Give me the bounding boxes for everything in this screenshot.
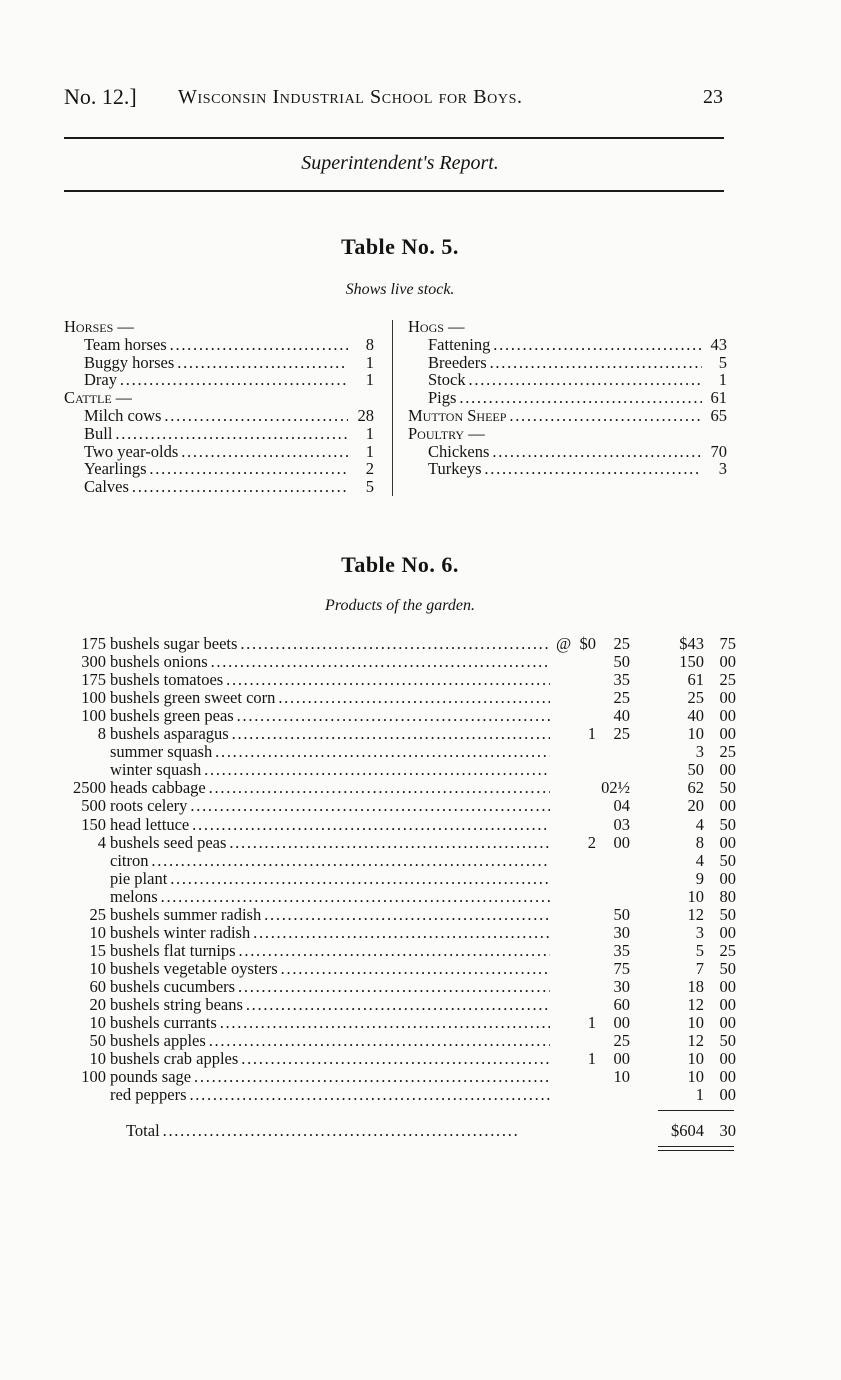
garden-price-cents: 35 [613, 940, 630, 960]
garden-value-cents: 50 [719, 850, 736, 870]
garden-item: citron . . . [110, 851, 550, 871]
garden-price-cents: 25 [613, 688, 630, 708]
garden-price-dollars: 1 [587, 1049, 596, 1069]
livestock-label: Team horses . . . [84, 335, 348, 355]
garden-value-dollars: 5 [695, 940, 704, 960]
livestock-label: Dray . . . [84, 370, 348, 390]
livestock-count: 70 [710, 441, 727, 461]
garden-item: bushels tomatoes . . . [110, 670, 550, 690]
garden-value-cents: 25 [719, 742, 736, 762]
garden-value-cents: 00 [719, 1013, 736, 1033]
garden-value-dollars: 10 [687, 724, 704, 744]
garden-value-cents: 25 [719, 670, 736, 690]
livestock-count: 5 [365, 477, 374, 497]
garden-value-cents: 00 [719, 1049, 736, 1069]
garden-item: heads cabbage . . . [110, 778, 550, 798]
garden-value-dollars: 10 [687, 1067, 704, 1087]
garden-value-cents: 00 [719, 922, 736, 942]
garden-value-dollars: 12 [687, 904, 704, 924]
garden-value-cents: 00 [719, 688, 736, 708]
garden-value-cents: 50 [719, 904, 736, 924]
header-issue-number: No. 12.] [64, 84, 137, 109]
garden-value-cents: 50 [719, 1031, 736, 1051]
garden-item: bushels onions . . . [110, 652, 550, 672]
garden-quantity: 50 [89, 1031, 106, 1051]
garden-value-dollars: 150 [679, 652, 704, 672]
livestock-count: 43 [710, 334, 727, 354]
garden-price-cents: 25 [613, 1031, 630, 1051]
garden-value-cents: 00 [719, 868, 736, 888]
garden-value-dollars: 20 [687, 796, 704, 816]
garden-item: bushels green sweet corn . . . [110, 688, 550, 708]
garden-quantity: 10 [89, 922, 106, 942]
garden-price-cents: 00 [613, 832, 630, 852]
livestock-count: 65 [710, 406, 727, 425]
livestock-label: Two year-olds . . . [84, 442, 348, 462]
livestock-count: 1 [718, 370, 727, 390]
garden-quantity: 15 [89, 940, 106, 960]
livestock-label: Buggy horses . . . [84, 353, 348, 373]
garden-quantity: 8 [97, 724, 106, 744]
garden-item: bushels apples . . . [110, 1031, 550, 1051]
garden-value-cents: 00 [719, 760, 736, 780]
garden-price-cents: 02½ [601, 778, 630, 798]
garden-price-cents: 25 [613, 724, 630, 744]
garden-item: roots celery . . . [110, 796, 550, 816]
livestock-count: 1 [365, 370, 374, 390]
section-subtitle: Superintendent's Report. [301, 152, 499, 174]
garden-item: head lettuce . . . [110, 815, 550, 835]
total-value-dollars: $604 [671, 1121, 704, 1140]
garden-item: bushels summer radish . . . [110, 905, 550, 925]
livestock-label: Pigs . . . [428, 388, 702, 408]
garden-item: summer squash . . . [110, 742, 550, 762]
garden-value-cents: 00 [719, 1085, 736, 1105]
garden-quantity: 175 [81, 670, 106, 690]
livestock-heading: Cattle — [64, 388, 133, 408]
garden-price-cents: 60 [613, 995, 630, 1014]
livestock-heading: Hogs — [408, 317, 465, 336]
garden-value-cents: 00 [719, 652, 736, 672]
garden-quantity: 500 [81, 796, 106, 816]
garden-value-dollars: 18 [687, 976, 704, 996]
garden-quantity: 100 [81, 706, 106, 726]
garden-value-dollars: 61 [687, 670, 704, 690]
garden-price-cents: 50 [613, 904, 630, 924]
garden-value-cents: 00 [719, 995, 736, 1014]
garden-price-cents: 40 [613, 706, 630, 726]
garden-item: bushels sugar beets . . . [110, 634, 550, 654]
garden-value-cents: 50 [719, 814, 736, 834]
table5-title: Table No. 5. [341, 234, 459, 259]
garden-value-dollars: 10 [687, 1013, 704, 1033]
livestock-label: Fattening . . . [428, 335, 702, 355]
garden-quantity: 100 [81, 1067, 106, 1087]
garden-item: bushels string beans . . . [110, 995, 550, 1015]
livestock-label: Turkeys . . . [428, 459, 702, 479]
garden-item: bushels asparagus . . . [110, 724, 550, 744]
garden-quantity: 300 [81, 652, 106, 672]
livestock-count: 2 [365, 459, 374, 479]
garden-quantity: 175 [81, 634, 106, 653]
garden-value-dollars: 3 [695, 922, 704, 942]
garden-quantity: 10 [89, 958, 106, 978]
livestock-heading: Horses — [64, 317, 134, 336]
garden-quantity: 25 [89, 904, 106, 924]
garden-value-dollars: 40 [687, 706, 704, 726]
garden-quantity: 2500 [73, 778, 106, 798]
garden-quantity: 150 [81, 814, 106, 834]
garden-quantity: 100 [81, 688, 106, 708]
garden-quantity: 20 [89, 995, 106, 1014]
garden-value-cents: 00 [719, 796, 736, 816]
garden-price-dollars: 1 [587, 1013, 596, 1033]
garden-price-cents: 10 [613, 1067, 630, 1087]
garden-item: bushels crab apples . . . [110, 1049, 550, 1069]
garden-price-cents: 50 [613, 652, 630, 672]
table6-title: Table No. 6. [341, 552, 459, 577]
total-rule-top [658, 1110, 734, 1111]
garden-item: bushels seed peas . . . [110, 833, 550, 853]
garden-item: bushels winter radish . . . [110, 923, 550, 943]
page-number: 23 [703, 86, 723, 108]
total-value-cents: 30 [719, 1121, 736, 1140]
garden-value-cents: 80 [719, 886, 736, 906]
garden-value-dollars: 9 [695, 868, 704, 888]
livestock-label: Breeders . . . [428, 353, 702, 373]
garden-value-dollars: 8 [695, 832, 704, 852]
garden-price-cents: 00 [613, 1013, 630, 1033]
garden-item: bushels flat turnips . . . [110, 941, 550, 961]
garden-price-dollars: 1 [587, 724, 596, 744]
garden-price-cents: 30 [613, 922, 630, 942]
garden-value-dollars: 4 [695, 814, 704, 834]
garden-item: melons . . . [110, 887, 550, 907]
garden-quantity: 10 [89, 1049, 106, 1069]
garden-value-dollars: 4 [695, 850, 704, 870]
garden-value-cents: 00 [719, 976, 736, 996]
garden-price-cents: 04 [613, 796, 630, 816]
header-rule-top [64, 137, 724, 139]
garden-value-cents: 50 [719, 778, 736, 798]
garden-value-dollars: 7 [695, 958, 704, 978]
garden-price-cents: 75 [613, 958, 630, 978]
livestock-count: 3 [718, 459, 727, 479]
table5-subtitle: Shows live stock. [345, 281, 455, 298]
livestock-count: 5 [718, 352, 727, 372]
garden-value-cents: 00 [719, 706, 736, 726]
garden-value-dollars: 3 [695, 742, 704, 762]
garden-quantity: 4 [97, 832, 106, 852]
garden-price-cents: 35 [613, 670, 630, 690]
garden-item: bushels cucumbers . . . [110, 977, 550, 997]
garden-item: pounds sage . . . [110, 1067, 550, 1087]
livestock-label: Yearlings . . . [84, 459, 348, 479]
garden-price-cents: 25 [613, 634, 630, 653]
garden-price-cents: 30 [613, 976, 630, 996]
livestock-label: Bull . . . [84, 424, 348, 444]
garden-value-cents: 00 [719, 832, 736, 852]
garden-quantity: 10 [89, 1013, 106, 1033]
livestock-label: Calves . . . [84, 477, 348, 497]
livestock-label: Stock . . . [428, 370, 702, 390]
garden-value-cents: 50 [719, 958, 736, 978]
garden-value-dollars: $43 [679, 634, 704, 653]
garden-price-dollars: 2 [587, 832, 596, 852]
header-rule-bottom [64, 190, 724, 192]
garden-item: winter squash . . . [110, 760, 550, 780]
garden-price-cents: 00 [613, 1049, 630, 1069]
total-double-rule-2 [658, 1150, 734, 1151]
table6-subtitle: Products of the garden. [325, 597, 475, 614]
garden-value-cents: 00 [719, 724, 736, 744]
livestock-heading: Poultry — [408, 423, 485, 443]
livestock-label: Chickens . . . [428, 442, 702, 462]
livestock-label: Mutton Sheep . . . [408, 406, 702, 426]
garden-value-dollars: 10 [687, 886, 704, 906]
livestock-count: 1 [365, 352, 374, 372]
garden-quantity: 60 [89, 976, 106, 996]
livestock-count: 61 [710, 388, 727, 408]
garden-value-dollars: 62 [687, 778, 704, 798]
header-publication-title: Wisconsin Industrial School for Boys. [178, 86, 523, 108]
garden-value-cents: 75 [719, 634, 736, 653]
total-label: Total [126, 1121, 160, 1140]
garden-value-dollars: 50 [687, 760, 704, 780]
garden-at-sign: @ [556, 634, 572, 653]
garden-value-dollars: 12 [687, 1031, 704, 1051]
garden-price-cents: 03 [613, 814, 630, 834]
garden-value-dollars: 1 [695, 1085, 704, 1105]
garden-value-dollars: 25 [687, 688, 704, 708]
garden-item: bushels vegetable oysters . . . [110, 959, 550, 979]
garden-value-dollars: 12 [687, 995, 704, 1014]
livestock-row [84, 477, 348, 497]
total-row: Total . . . . . . . . . . . . . . . . . . . . . . . . . . . . . . . . . . . . . . . . . . . . . . . . . . . . . . . . . . . . . [126, 1121, 517, 1140]
garden-item: bushels currants . . . [110, 1013, 550, 1033]
livestock-label: Milch cows . . . [84, 406, 348, 426]
livestock-row [428, 459, 702, 479]
total-double-rule-1 [658, 1146, 734, 1147]
garden-value-cents: 00 [719, 1067, 736, 1087]
livestock-count: 1 [365, 441, 374, 461]
livestock-count: 28 [357, 406, 374, 425]
garden-price-dollars: $0 [579, 634, 596, 653]
livestock-count: 8 [365, 334, 374, 354]
garden-item: red peppers . . . [110, 1085, 550, 1105]
garden-item: pie plant . . . [110, 869, 550, 889]
garden-value-cents: 25 [719, 940, 736, 960]
column-divider [392, 320, 393, 496]
garden-value-dollars: 10 [687, 1049, 704, 1069]
garden-item: bushels green peas . . . [110, 706, 550, 726]
livestock-count: 1 [365, 423, 374, 443]
